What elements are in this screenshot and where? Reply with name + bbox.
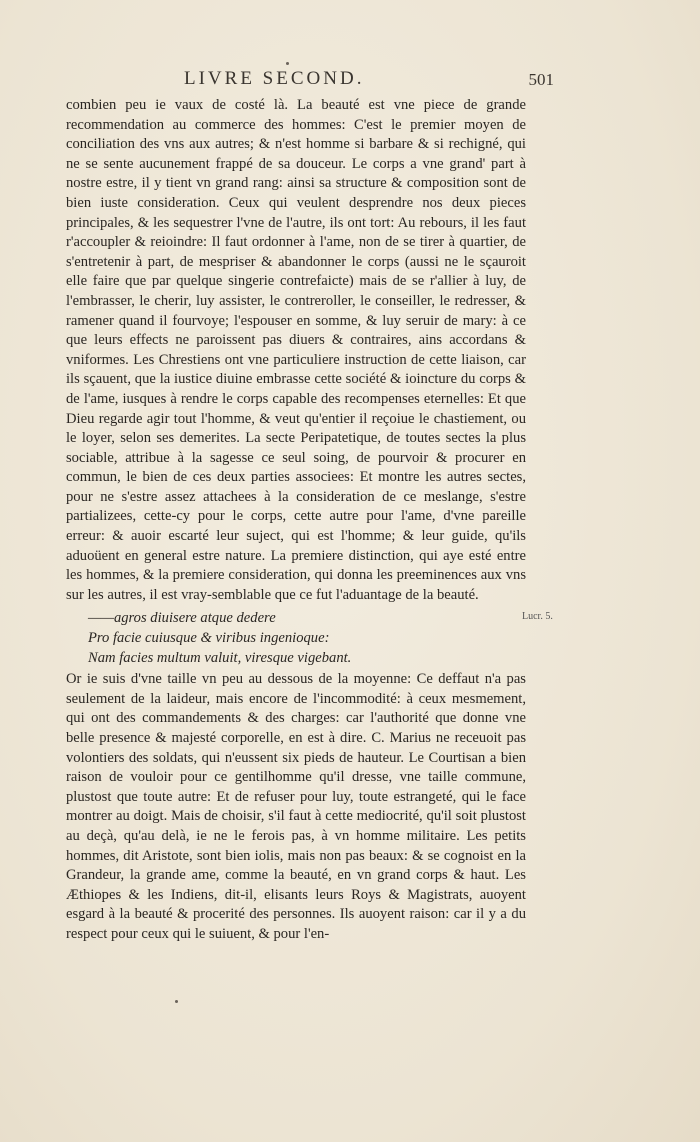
verse-line: Nam facies multum valuit, viresque vigebant. [88, 649, 352, 666]
ink-speck [286, 62, 289, 65]
verse-quotation [88, 609, 526, 668]
verse-line: ——agros diuisere atque dedere [88, 610, 276, 627]
running-head: LIVRE SECOND. [184, 68, 365, 89]
page-header [66, 68, 554, 92]
page-number: 501 [528, 70, 554, 89]
ink-speck [175, 1000, 178, 1003]
paragraph: Or ie suis d'vne taille vn peu au dessous de la moyenne: Ce deffaut n'a pas seulement de la laideur, mais encore de l'incommodité: à ceux mesmement, qui ont des commandements & des charges: car l'authorité que donne vne belle presence & majesté corporelle, en est à dire. C. Marius ne receuoit pas volontiers des soldats, qui n'eussent six pieds de hauteur. Le Courtisan a bien raison de vouloir pour ce gentilhomme qu'il dresse, vne taille commune, plustost que toute autre: Et de refuser pour luy, toute estrangeté, qui le face montrer au doigt. Mais de choisir, s'il faut à cette mediocrité, qu'il soit plustost au deçà, qu'au delà, ie ne le ferois pas, à vn homme militaire. Les petits hommes, dit Aristote, sont bien iolis, mais non pas beaux: & se cognoist en la Grandeur, la grande ame, comme la beauté, en vn grand corps & haut. Les Æthiopes & les Indiens, dit-il, elisants leurs Roys & Magistrats, auoyent esgard à la beauté & procerité des personnes. Ils auoyent raison: car il y a du respect pour ceux qui le suiuent, & pour l'en- [66, 671, 526, 942]
margin-note: Lucr. 5. [522, 611, 553, 622]
body-text [66, 96, 526, 945]
verse-line: Pro facie cuiusque & viribus ingenioque: [88, 630, 330, 647]
paragraph: combien peu ie vaux de costé là. La beauté est vne piece de grande recommendation au commerce des hommes: C'est le premier moyen de conciliation des vns aux autres; & n'est homme si barbare & si rechigné, qui ne se sente aucunement frappé de sa douceur. Le corps a vne grand' part à nostre estre, il y tient vn grand rang: ainsi sa structure & composition sont de bien iuste consideration. Ceux qui veulent desprendre nos deux pieces principales, & les sequestrer l'vne de l'autre, ils ont tort: Au rebours, il les faut r'accoupler & reioindre: Il faut ordonner à l'ame, non de se tirer à quartier, de s'entretenir à part, de mespriser & abandonner le corps (aussi ne le sçauroit elle faire que par quelque singerie contrefaicte) mais de se r'allier à luy, de l'embrasser, le cherir, luy assister, le contreroller, le conseiller, le redresser, & ramener quand il fourvoye; l'espouser en somme, & luy seruir de mary: à ce que leurs effects ne paroissent pas diuers & contraires, ains accordans & vniformes. Les Chrestiens ont vne particuliere instruction de cette liaison, car ils sçauent, que la iustice diuine embrasse cette société & ioincture du corps & de l'ame, iusques à rendre le corps capable des recompenses eternelles: Et que Dieu regarde agir tout l'homme, & veut qu'entier il reçoiue le chastiement, ou le loyer, selon ses demerites. La secte Peripatetique, de toutes sectes la plus sociable, attribue à la sagesse ce seul soing, de pourvoir & procurer en commun, le bien de ces deux parties associees: Et montre les autres sectes, pour ne s'estre assez attachees à la consideration de ce meslange, s'estre partializees, cette-cy pour le corps, cette autre pour l'ame, d'vne pareille erreur: & auoir escarté leur suject, qui est l'homme; & leur guide, qu'ils aduoüent en general estre nature. La premiere distinction, qui aye esté entre les hommes, & la premiere consideration, qui donna les preeminences aux vns sur les autres, il est vray-semblable que ce fut l'aduantage de la beauté. [66, 97, 526, 603]
